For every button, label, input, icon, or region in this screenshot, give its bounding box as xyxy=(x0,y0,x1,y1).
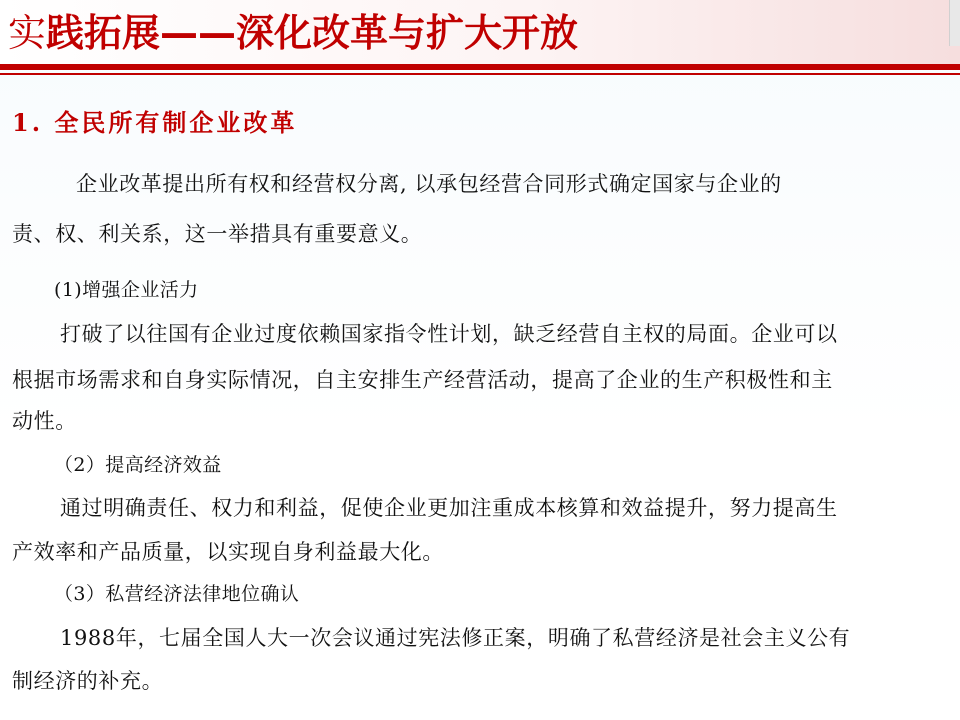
slide-title xyxy=(8,10,578,56)
point-3-line-1: 1988年，七届全国人大一次会议通过宪法修正案，明确了私营经济是社会主义公有 xyxy=(60,626,851,650)
intro-line-2: 责、权、利关系，这一举措具有重要意义。 xyxy=(12,222,423,246)
header-band xyxy=(0,0,960,66)
point-2-line-1: 通过明确责任、权力和利益，促使企业更加注重成本核算和效益提升，努力提高生 xyxy=(60,496,838,520)
point-3-heading: （3）私营经济法律地位确认 xyxy=(54,583,300,605)
header-rule-thick xyxy=(0,64,960,70)
point-2-line-2: 产效率和产品质量，以实现自身利益最大化。 xyxy=(12,540,444,564)
scrollbar[interactable] xyxy=(949,0,960,46)
point-2-heading: （2）提高经济效益 xyxy=(54,454,222,476)
slide-title-rest: 践拓展——深化改革与扩大开放 xyxy=(46,11,579,55)
slide-title-lead: 实 xyxy=(8,11,47,55)
point-3-line-2: 制经济的补充。 xyxy=(12,669,164,693)
intro-line-1: 企业改革提出所有权和经营权分离, 以承包经营合同形式确定国家与企业的 xyxy=(76,172,782,196)
section-title: 1. 全民所有制企业改革 xyxy=(12,108,298,137)
point-1-line-2: 根据市场需求和自身实际情况，自主安排生产经营活动，提高了企业的生产积极性和主 xyxy=(12,368,833,392)
point-1-heading: (1)增强企业活力 xyxy=(54,279,199,301)
header-rule-thin xyxy=(0,73,960,75)
point-1-line-3: 动性。 xyxy=(12,409,77,433)
point-1-line-1: 打破了以往国有企业过度依赖国家指令性计划，缺乏经营自主权的局面。企业可以 xyxy=(60,322,838,346)
